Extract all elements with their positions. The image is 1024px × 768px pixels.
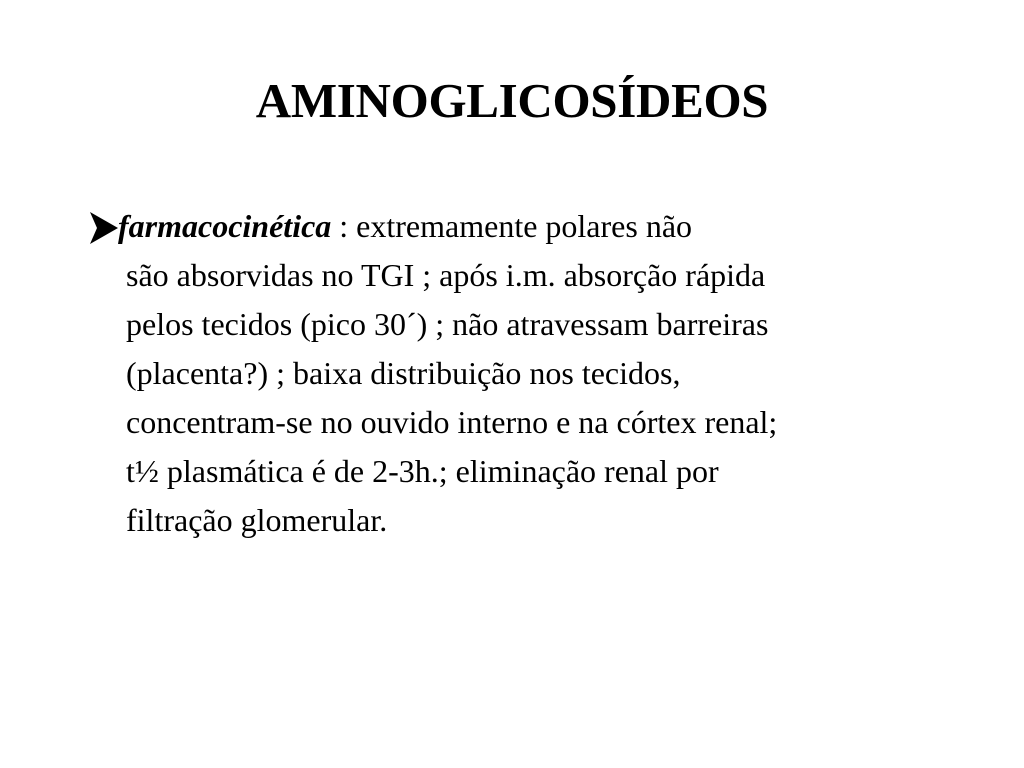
bullet-line: pelos tecidos (pico 30´) ; não atravessam barreiras xyxy=(126,306,769,342)
arrowhead-bullet-icon xyxy=(88,210,120,246)
bullet-item xyxy=(88,202,958,545)
bullet-line: concentram-se no ouvido interno e na córtex renal; xyxy=(126,404,778,440)
bullet-text: : extremamente polares não xyxy=(331,208,693,244)
bullet-line: filtração glomerular. xyxy=(126,502,388,538)
bullet-line: (placenta?) ; baixa distribuição nos tecidos, xyxy=(126,355,681,391)
bullet-term: farmacocinética xyxy=(118,208,332,244)
bullet-line: t½ plasmática é de 2-3h.; eliminação renal por xyxy=(126,453,719,489)
bullet-line: são absorvidas no TGI ; após i.m. absorção rápida xyxy=(126,257,766,293)
slide-title: AMINOGLICOSÍDEOS xyxy=(255,73,769,128)
bullet-line xyxy=(88,202,958,251)
